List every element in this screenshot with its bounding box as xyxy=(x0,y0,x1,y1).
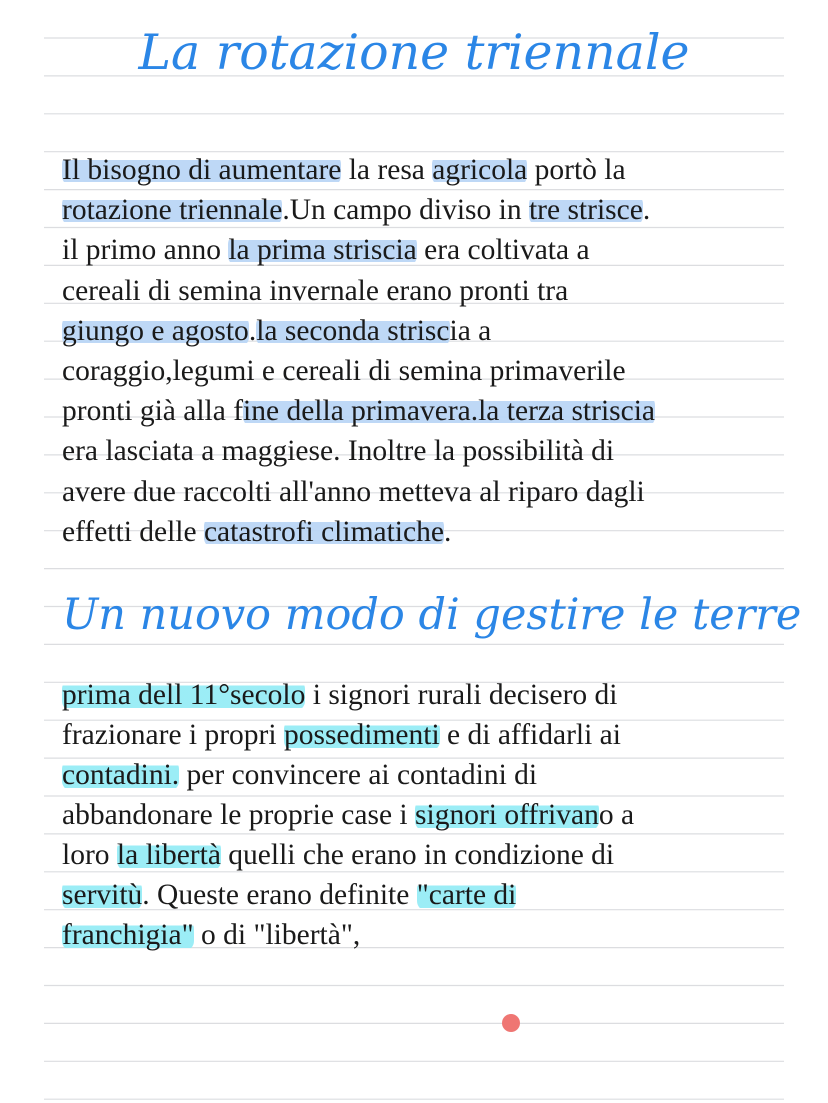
highlighted-text: signori offrivan xyxy=(415,799,599,831)
text-line xyxy=(62,715,802,755)
paragraph-gestire-terre xyxy=(62,675,802,955)
text-line xyxy=(62,190,802,230)
text-line xyxy=(62,431,802,471)
section-title-gestire-terre: Un nuovo modo di gestire le terre xyxy=(62,590,802,640)
highlighted-text: la libertà xyxy=(116,839,221,871)
plain-text: . xyxy=(443,515,452,548)
highlighted-text: ine della primavera.la terza striscia xyxy=(243,395,656,428)
highlighted-text: Il bisogno di aumentare xyxy=(62,154,342,186)
plain-text: i signori rurali decisero di xyxy=(305,679,618,711)
highlighted-text: catastrofi climatiche xyxy=(203,515,444,548)
plain-text: . xyxy=(642,194,651,227)
highlighted-text: la seconda strisc xyxy=(256,314,450,347)
text-line xyxy=(62,875,802,915)
highlighted-text: rotazione triennale xyxy=(62,194,283,227)
plain-text: per convincere ai contadini di xyxy=(179,759,538,791)
section-title-rotazione: La rotazione triennale xyxy=(138,24,690,81)
plain-text: loro xyxy=(62,839,117,871)
plain-text: avere due raccolti all'anno metteva al riparo dagli xyxy=(62,475,645,508)
text-line xyxy=(62,150,802,190)
plain-text: . xyxy=(248,314,257,347)
highlighted-text: contadini. xyxy=(62,759,180,791)
highlighted-text: "carte di xyxy=(416,879,517,911)
plain-text: la resa xyxy=(341,154,433,186)
highlighted-text: franchigia" xyxy=(62,919,194,951)
highlighted-text: prima dell 11°secolo xyxy=(62,679,306,711)
text-line xyxy=(62,915,802,955)
plain-text: o di "libertà", xyxy=(193,919,361,951)
plain-text: quelli che erano in condizione di xyxy=(220,839,615,871)
text-line xyxy=(62,472,802,512)
plain-text: cereali di semina invernale erano pronti tra xyxy=(62,274,569,307)
plain-text: o a xyxy=(598,799,635,831)
text-line xyxy=(62,835,802,875)
text-line xyxy=(62,351,802,391)
plain-text: . Queste erano definite xyxy=(142,879,417,911)
text-line xyxy=(62,230,802,270)
text-line xyxy=(62,391,802,431)
plain-text: frazionare i propri xyxy=(62,719,284,751)
page-marker-dot xyxy=(502,1014,520,1032)
plain-text: .Un campo diviso in xyxy=(282,194,529,227)
highlighted-text: agricola xyxy=(432,154,528,186)
plain-text: il primo anno xyxy=(62,234,229,267)
highlighted-text: tre strisce xyxy=(528,194,643,227)
plain-text: ia a xyxy=(449,314,492,347)
plain-text: coraggio,legumi e cereali di semina primaverile xyxy=(62,354,626,387)
highlighted-text: giungo e agosto xyxy=(62,314,249,347)
plain-text: era coltivata a xyxy=(416,234,590,267)
plain-text: era lasciata a maggiese. Inoltre la possibilità di xyxy=(62,435,615,468)
plain-text: effetti delle xyxy=(62,515,204,548)
plain-text: portò la xyxy=(527,154,626,186)
paragraph-rotazione xyxy=(62,150,802,552)
plain-text: abbandonare le proprie case i xyxy=(62,799,416,831)
text-line xyxy=(62,311,802,351)
text-line xyxy=(62,755,802,795)
text-line xyxy=(62,271,802,311)
plain-text: pronti già alla f xyxy=(62,395,244,428)
text-line xyxy=(62,512,802,552)
text-line xyxy=(62,795,802,835)
highlighted-text: servitù xyxy=(62,879,143,911)
highlighted-text: la prima striscia xyxy=(228,234,417,267)
plain-text: e di affidarli ai xyxy=(439,719,621,751)
text-line xyxy=(62,675,802,715)
highlighted-text: possedimenti xyxy=(283,719,440,751)
